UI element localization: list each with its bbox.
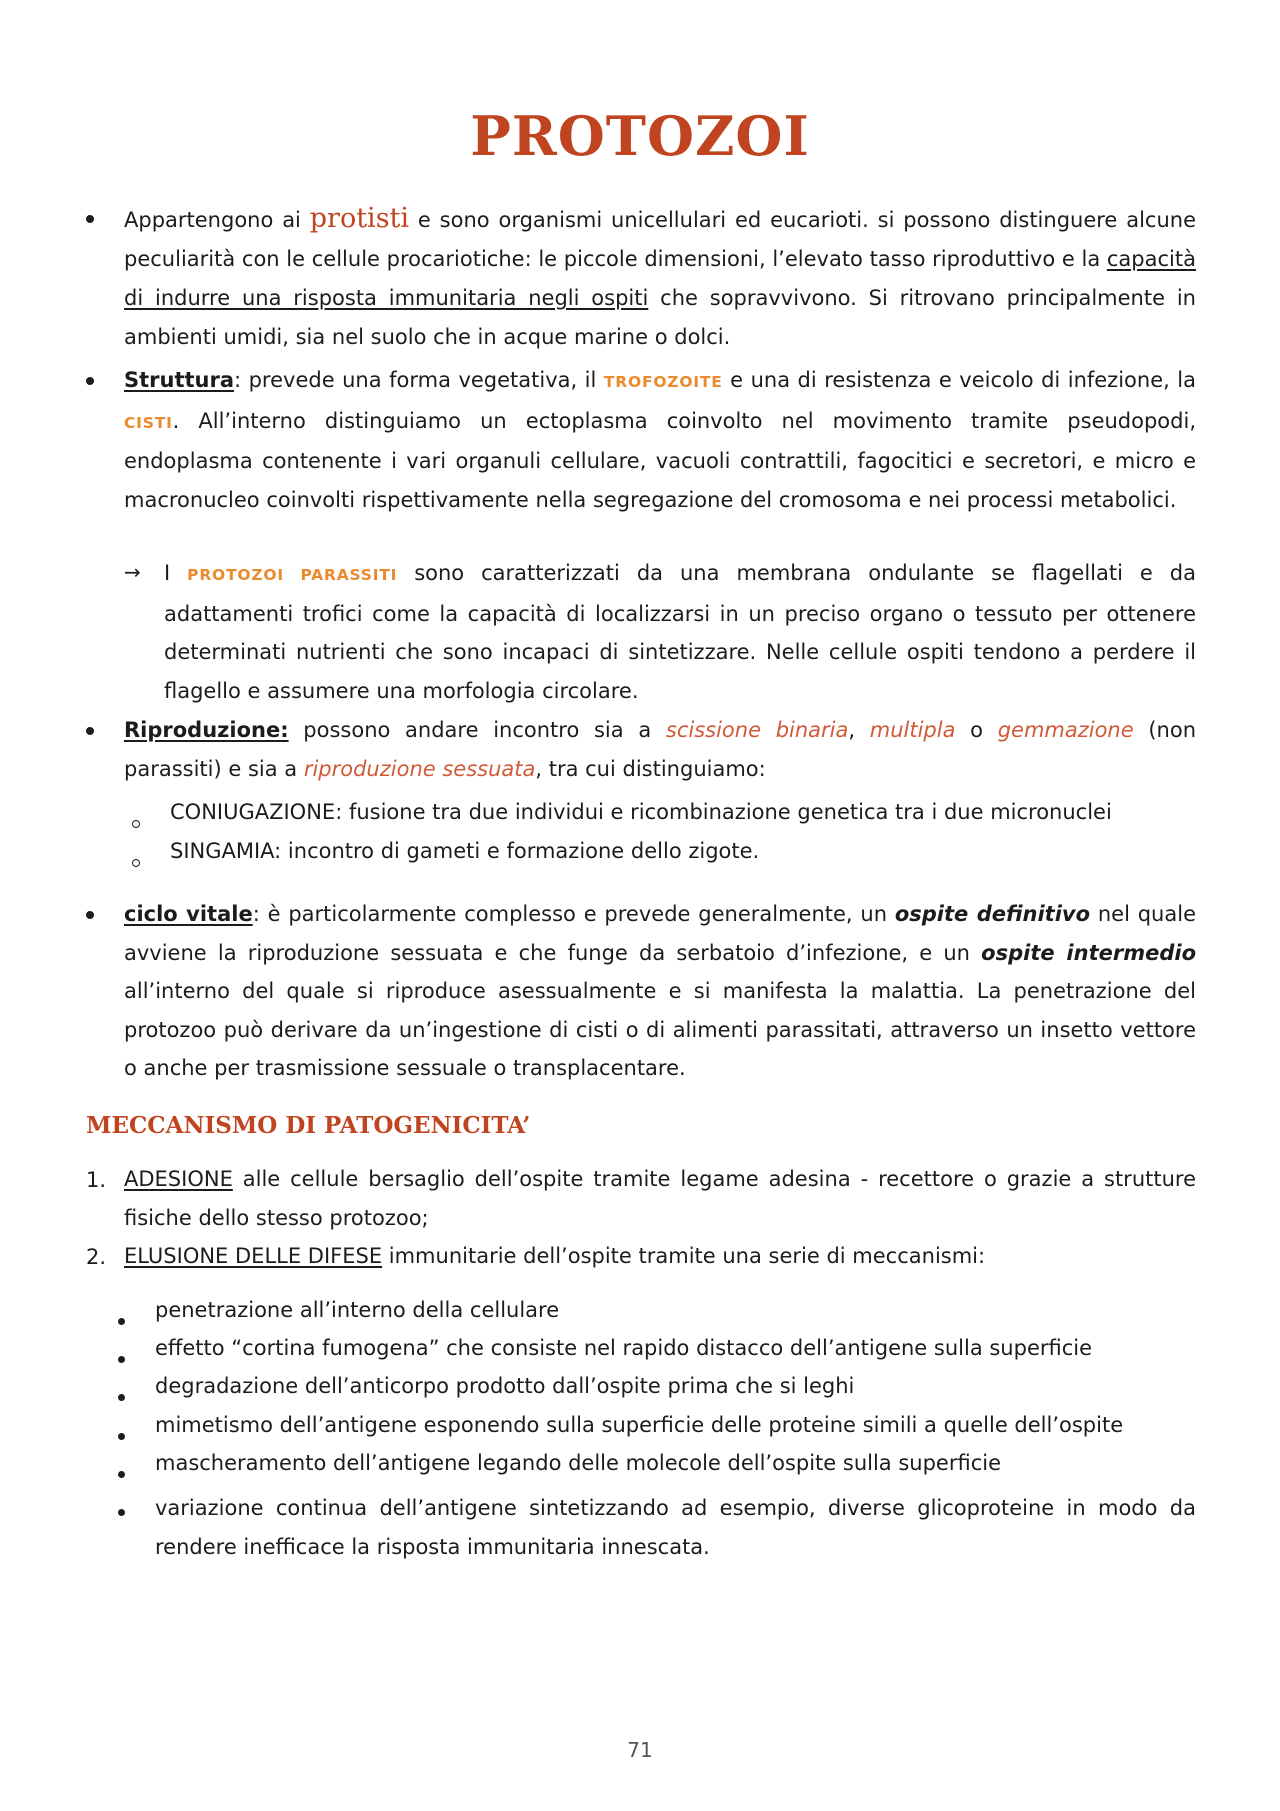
underlined-phrase: capacità di indurre una risposta immunitaria negli ospiti: [124, 247, 1196, 310]
text: all’interno del quale si riproduce asessualmente e si manifesta la malattia. La penetrazione del protozoo può derivare da un’ingestione di cisti o di alimenti parassitati, attraverso un insetto vettore o anche per trasmissione sessuale o transplacentare.: [124, 979, 1196, 1081]
bullet-riproduzione: [124, 711, 1196, 788]
text: che sopravvivono. Si ritrovano principalmente in ambienti umidi, sia nel suolo che in acque marine o dolci.: [124, 286, 1196, 349]
cisti-keyword: CISTI: [124, 413, 173, 432]
text: e una di resistenza e veicolo di infezione, la: [722, 368, 1196, 392]
riproduzione-label: Riproduzione:: [124, 718, 289, 742]
bullet-marker: [118, 1433, 125, 1440]
text: sono caratterizzati da una membrana ondulante se flagellati e da adattamenti trofici come la capacità di localizzarsi in un preciso organo o tessuto per ottenere determinati nutrienti che sono incapaci di sintetizzare. Nelle cellule ospiti tendono a perdere il flagello e assumere una morfologia circolare.: [164, 561, 1196, 703]
text: nel quale avviene la riproduzione sessuata e che funge da serbatoio d’infezione, e un: [124, 902, 1196, 965]
ospite-intermedio: ospite intermedio: [981, 940, 1196, 965]
coniugazione-item: CONIUGAZIONE: fusione tra due individui e ricombinazione genetica tra i due micronuclei: [170, 800, 1112, 824]
mechanism-item: degradazione dell’anticorpo prodotto dall’ospite prima che si leghi: [155, 1374, 855, 1398]
numbered-item-adesione: [124, 1160, 1196, 1237]
list-number: 2.: [86, 1245, 107, 1269]
text: I: [164, 561, 188, 585]
mechanism-item: mimetismo dell’antigene esponendo sulla superficie delle proteine simili a quelle dell’ospite: [155, 1413, 1124, 1437]
adesione-label: ADESIONE: [124, 1167, 233, 1191]
section-heading: MECCANISMO DI PATOGENICITA’: [86, 1112, 531, 1139]
text: possono andare incontro sia a: [288, 718, 666, 742]
struttura-label: Struttura: [124, 368, 235, 392]
mechanism-item: effetto “cortina fumogena” che consiste nel rapido distacco dell’antigene sulla superficie: [155, 1336, 1093, 1360]
scissione-binaria: scissione binaria: [665, 718, 849, 742]
page-number: 71: [627, 1738, 653, 1762]
bullet-appartengono: [124, 199, 1196, 357]
bullet-marker: [118, 1356, 125, 1363]
ciclo-vitale-label: ciclo vitale: [124, 902, 253, 926]
circle-bullet-icon: [132, 820, 140, 828]
gemmazione: gemmazione: [997, 718, 1134, 742]
bullet-struttura: [124, 361, 1196, 519]
arrow-icon: →: [124, 560, 141, 584]
bullet-marker: [118, 1471, 125, 1478]
bullet-marker: [86, 911, 94, 919]
circle-bullet-icon: [132, 859, 140, 867]
singamia-item: SINGAMIA: incontro di gameti e formazione dello zigote.: [170, 839, 760, 863]
mechanism-item: variazione continua dell’antigene sintetizzando ad esempio, diverse glicoproteine in modo da rendere inefficace la risposta immunitaria innescata.: [155, 1496, 1196, 1559]
text: : è particolarmente complesso e prevede generalmente, un: [252, 902, 895, 926]
elusione-label: ELUSIONE DELLE DIFESE: [124, 1244, 383, 1268]
protozoi-parassiti-keyword: PROTOZOI PARASSITI: [187, 566, 398, 584]
bullet-ciclo-vitale: [124, 895, 1196, 1088]
text: ,: [848, 718, 870, 742]
text: e sono organismi unicellulari ed eucarioti. si possono distinguere alcune peculiarità con le cellule procariotiche: le piccole dimensioni, l’elevato tasso riproduttivo e la: [124, 208, 1196, 271]
bullet-marker: [86, 215, 94, 223]
text: . All’interno distinguiamo un ectoplasma coinvolto nel movimento tramite pseudopodi, endoplasma contenente i vari organuli cellulare, vacuoli contrattili, fagocitici e secretori, e micro e macronucleo coinvolti rispettivamente nella segregazione del cromosoma e nei processi metabolici.: [124, 408, 1196, 512]
text: alle cellule bersaglio dell’ospite tramite legame adesina - recettore o grazie a strutture fisiche dello stesso protozoo;: [124, 1167, 1196, 1230]
text: o: [955, 718, 998, 742]
numbered-item-elusione: [124, 1237, 1196, 1276]
trofozoite-keyword: TROFOZOITE: [603, 373, 723, 391]
bullet-marker: [118, 1318, 125, 1325]
bullet-marker: [118, 1394, 125, 1401]
bullet-marker: [86, 727, 94, 735]
riproduzione-sessuata: riproduzione sessuata: [303, 756, 536, 781]
mechanism-item: penetrazione all’interno della cellulare: [155, 1298, 560, 1322]
mechanism-item: mascheramento dell’antigene legando delle molecole dell’ospite sulla superficie: [155, 1451, 1001, 1475]
text: , tra cui distinguiamo:: [535, 756, 766, 781]
protozoi-parassiti-paragraph: [164, 554, 1196, 710]
bullet-marker: [118, 1509, 125, 1516]
text: (non parassiti) e sia a: [124, 718, 1197, 781]
text: : prevede una forma vegetativa, il: [234, 368, 604, 392]
multipla: multipla: [869, 718, 956, 742]
text: Appartengono ai: [124, 208, 310, 232]
ospite-definitivo: ospite definitivo: [894, 902, 1091, 926]
list-number: 1.: [86, 1168, 107, 1192]
bullet-marker: [86, 377, 94, 385]
protisti-keyword: protisti: [309, 203, 410, 234]
page-title: PROTOZOI: [470, 104, 810, 168]
text: immunitarie dell’ospite tramite una serie di meccanismi:: [382, 1244, 986, 1268]
